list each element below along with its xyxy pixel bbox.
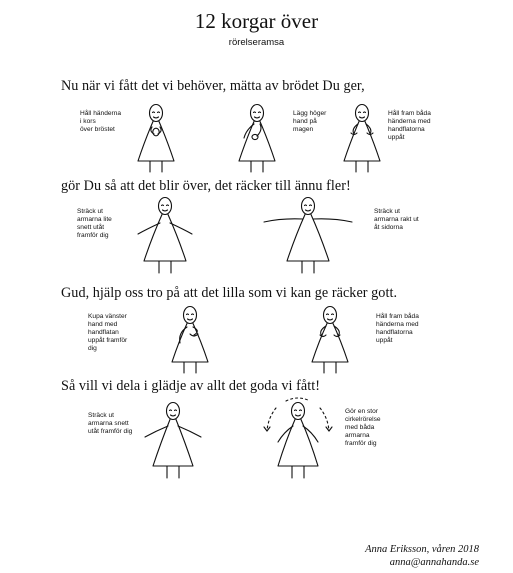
instruction-arms-straight-out: Sträck ut armarna rakt ut åt sidorna — [374, 208, 419, 231]
instruction-cup-left-hand: Kupa vänster hand med handflatan uppåt framför dig — [88, 313, 128, 352]
verse-4: Så vill vi dela i glädje av allt det goda vi fått! — [61, 378, 320, 394]
page-subtitle: rörelseramsa — [228, 37, 285, 48]
instruction-hands-crossed: Håll händerna i kors över bröstet — [80, 110, 122, 133]
verse-2: gör Du så att det blir över, det räcker till ännu fler! — [61, 178, 351, 194]
signature-email: anna@annahanda.se — [389, 557, 479, 568]
instruction-arms-diagonal-out: Sträck ut armarna snett utåt framför dig — [88, 412, 133, 435]
verse-1: Nu när vi fått det vi behöver, mätta av brödet Du ger, — [61, 78, 365, 94]
figure-arms-slightly-out-icon — [130, 195, 200, 275]
figure-big-circle-icon — [258, 396, 338, 480]
figure-hand-on-belly-icon — [227, 102, 287, 174]
figure-palms-up-icon — [332, 102, 392, 174]
instruction-arms-slightly-out: Sträck ut armarna lite snett utåt framför dig — [77, 208, 112, 239]
page-title: 12 korgar över — [194, 9, 319, 33]
figure-hands-crossed-icon — [126, 102, 186, 174]
figure-palms-up-2-icon — [300, 305, 360, 375]
figure-arms-straight-out-icon — [262, 195, 354, 275]
verse-3: Gud, hjälp oss tro på att det lilla som vi kan ge räcker gott. — [61, 285, 398, 301]
instruction-big-circle: Gör en stor cirkelrörelse med båda armarna framför dig — [345, 408, 381, 447]
instruction-palms-up-front: Håll fram båda händerna med handflatorna uppåt — [388, 110, 431, 141]
instruction-hand-on-belly: Lägg höger hand på magen — [293, 110, 327, 133]
figure-arms-diagonal-out-icon — [140, 400, 206, 480]
signature-author: Anna Eriksson, våren 2018 — [365, 544, 479, 555]
instruction-palms-up-front-2: Håll fram båda händerna med handflatorna uppåt — [376, 313, 419, 344]
figure-cup-left-hand-icon — [160, 305, 220, 375]
